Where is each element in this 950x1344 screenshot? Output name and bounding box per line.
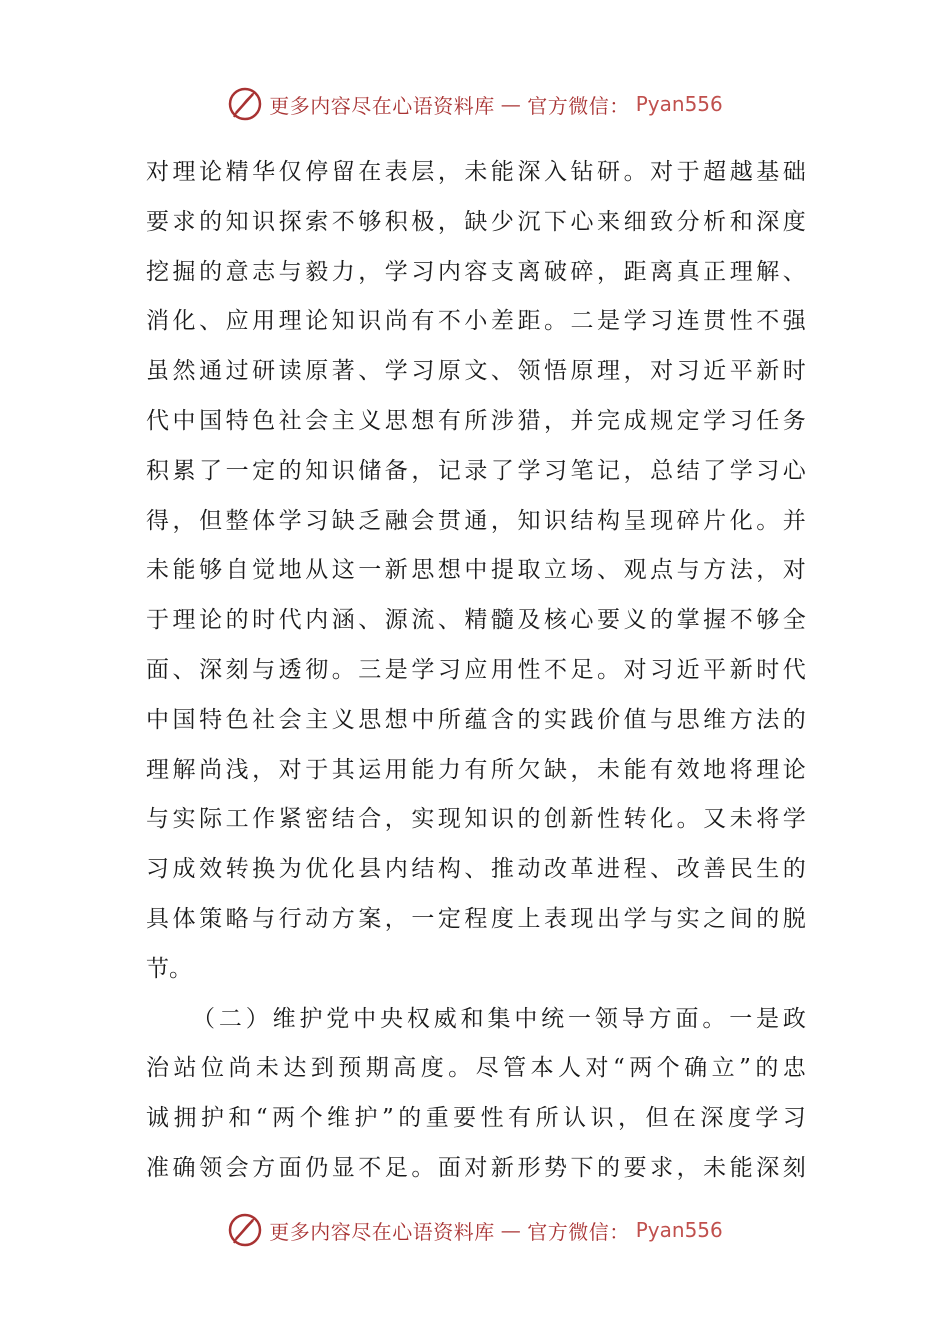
banner-wechat-id: Pyan556 xyxy=(635,92,723,116)
text-line: 节。 xyxy=(146,955,192,982)
footer-watermark-banner xyxy=(0,1208,950,1252)
text-line: 对 理 论 精 华 仅 停 留 在 表 层 ， 未 能 深 入 钻 研 。 对 于 超 越 基 础 xyxy=(146,159,806,185)
banner-site-text: 更多内容尽在心语资料库 xyxy=(269,93,495,118)
text-line: 诚 拥 护 和 “ 两 个 维 护 ” 的 重 要 性 有 所 认 识 ， 但 在 深 度 学 习 xyxy=(146,1105,806,1132)
text-line: 准 确 领 会 方 面 仍 显 不 足 。 面 对 新 形 势 下 的 要 求 ， 未 能 深 刻 xyxy=(146,1154,806,1181)
text-line: 理 解 尚 浅 ， 对 于 其 运 用 能 力 有 所 欠 缺 ， 未 能 有 效 地 将 理 论 xyxy=(146,756,806,783)
banner-wechat-label: 官方微信： xyxy=(527,1219,630,1244)
banner-wechat-id: Pyan556 xyxy=(635,1218,723,1242)
text-line: （ 二 ） 维 护 党 中 央 权 威 和 集 中 统 一 领 导 方 面 。 一 是 政 xyxy=(192,1005,806,1032)
text-line: 治 站 位 尚 未 达 到 预 期 高 度 。 尽 管 本 人 对 “ 两 个 确 立 ” 的 忠 xyxy=(146,1055,806,1082)
text-line: 代 中 国 特 色 社 会 主 义 思 想 有 所 涉 猎 ， 并 完 成 规 定 学 习 任 务 xyxy=(146,407,806,434)
text-line: 虽 然 通 过 研 读 原 著 、 学 习 原 文 、 领 悟 原 理 ， 对 习 近 平 新 时 xyxy=(146,358,806,385)
text-line: 消 化 、 应 用 理 论 知 识 尚 有 不 小 差 距 。 二 是 学 习 连 贯 性 不 强 xyxy=(146,308,806,335)
text-line: 得 ， 但 整 体 学 习 缺 乏 融 会 贯 通 ， 知 识 结 构 呈 现 碎 片 化 。 并 xyxy=(146,507,806,534)
text-line: 于 理 论 的 时 代 内 涵 、 源 流 、 精 髓 及 核 心 要 义 的 掌 握 不 够 全 xyxy=(146,607,806,634)
quill-logo-icon xyxy=(227,1212,263,1248)
banner-wechat-label: 官方微信： xyxy=(527,93,630,118)
text-line: 未 能 够 自 觉 地 从 这 一 新 思 想 中 提 取 立 场 、 观 点 与 方 法 ， 对 xyxy=(146,557,806,584)
text-line: 积 累 了 一 定 的 知 识 储 备 ， 记 录 了 学 习 笔 记 ， 总 结 了 学 习 心 xyxy=(146,457,806,484)
text-line: 要 求 的 知 识 探 索 不 够 积 极 ， 缺 少 沉 下 心 来 细 致 分 析 和 深 度 xyxy=(146,208,806,235)
text-line: 与 实 际 工 作 紧 密 结 合 ， 实 现 知 识 的 创 新 性 转 化 。 又 未 将 学 xyxy=(146,806,806,833)
text-line: 面 、 深 刻 与 透 彻 。 三 是 学 习 应 用 性 不 足 。 对 习 近 平 新 时 代 xyxy=(146,656,806,683)
text-line: 中 国 特 色 社 会 主 义 思 想 中 所 蕴 含 的 实 践 价 值 与 思 维 方 法 的 xyxy=(146,706,806,733)
banner-dash: — xyxy=(500,1218,522,1242)
header-watermark-banner xyxy=(0,82,950,126)
quill-logo-icon xyxy=(227,86,263,122)
text-line: 挖 掘 的 意 志 与 毅 力 ， 学 习 内 容 支 离 破 碎 ， 距 离 真 正 理 解 、 xyxy=(146,258,806,285)
document-body xyxy=(146,148,806,1194)
banner-dash: — xyxy=(500,92,522,116)
text-line: 具 体 策 略 与 行 动 方 案 ， 一 定 程 度 上 表 现 出 学 与 实 之 间 的 脱 xyxy=(146,905,806,932)
banner-site-text: 更多内容尽在心语资料库 xyxy=(269,1219,495,1244)
text-line: 习 成 效 转 换 为 优 化 县 内 结 构 、 推 动 改 革 进 程 、 改 善 民 生 的 xyxy=(146,856,806,883)
